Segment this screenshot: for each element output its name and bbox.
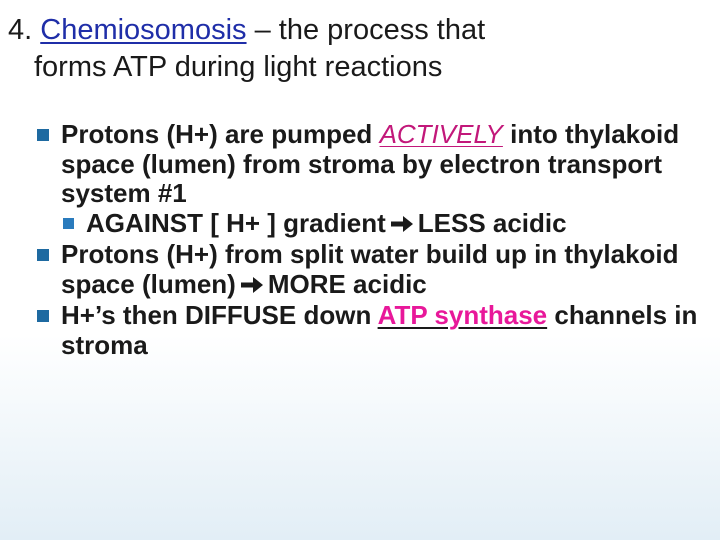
bullet-1-text-post: into thylakoid space (lumen) from stroma by electron transport system #1	[61, 119, 680, 208]
title-term-link[interactable]: Chemiosomosis	[40, 14, 247, 46]
bullet-3-text-post: channels in stroma	[61, 300, 698, 360]
bullet-item-1	[37, 120, 717, 209]
slide-title	[8, 12, 708, 86]
title-line-2: forms ATP during light reactions	[34, 51, 443, 83]
square-bullet-icon	[37, 249, 49, 261]
bullet-list	[37, 120, 717, 360]
title-number: 4.	[8, 14, 33, 46]
arrow-right-icon	[240, 272, 264, 302]
bullet-3-text-pre: H+’s then DIFFUSE down	[61, 300, 372, 330]
sub-bullet-item-1	[63, 209, 717, 241]
atp-synthase-link[interactable]: ATP synthase	[377, 300, 548, 330]
bullet-1-text-pre: Protons (H+) are pumped	[61, 119, 373, 149]
sub-bullet-text-pre: AGAINST [ H+ ] gradient	[86, 207, 386, 238]
title-rest: – the process that	[254, 14, 486, 46]
sub-bullet-text-post: LESS acidic	[417, 207, 567, 238]
bullet-item-2	[37, 240, 717, 301]
bullet-2-text-pre: Protons (H+) from split water build up in thylakoid space (lumen)	[61, 239, 679, 299]
square-bullet-icon	[37, 310, 49, 322]
arrow-right-icon	[390, 211, 414, 241]
bullet-1-emphasis: ACTIVELY	[379, 119, 503, 149]
bullet-item-3	[37, 301, 717, 360]
bullet-2-text-post: MORE acidic	[267, 268, 427, 299]
square-bullet-icon	[37, 129, 49, 141]
square-bullet-icon	[63, 218, 74, 229]
